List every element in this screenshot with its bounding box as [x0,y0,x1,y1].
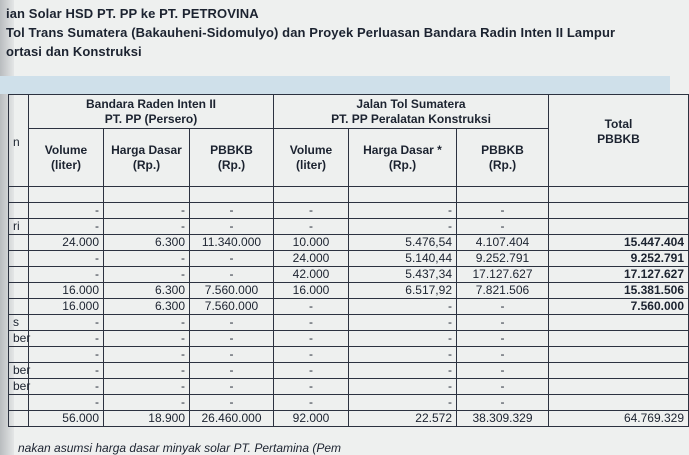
table-cell: - [457,203,549,219]
pbbkb-table [8,94,689,427]
table-cell: - [274,331,349,347]
document-title-line-3: ortasi dan Konstruksi [6,44,142,59]
table-cell: - [349,219,457,235]
table-cell: - [29,315,104,331]
table-cell: - [190,219,274,235]
table-cell: 42.000 [274,267,349,283]
table-row [9,187,689,203]
col-header-pbbkb-bandara: PBBKB (Rp.) [190,129,274,187]
total-cell: 92.000 [274,411,349,427]
table-cell: - [29,203,104,219]
table-cell: - [29,395,104,411]
table-cell [349,187,457,203]
table-cell [29,187,104,203]
group-header-total: Total PBBKB [549,95,689,187]
table-cell: - [457,331,549,347]
row-label [9,187,29,203]
table-cell [549,219,689,235]
table-cell: 15.447.404 [549,235,689,251]
totals-row [9,411,689,427]
table-cell: 17.127.627 [549,267,689,283]
col-header-volume-bandara: Volume (liter) [29,129,104,187]
table-row [9,363,689,379]
table-cell: - [104,363,190,379]
header-shading-bar [0,76,670,94]
table-cell: - [29,251,104,267]
table-row [9,267,689,283]
table-cell: - [190,395,274,411]
table-cell: - [190,267,274,283]
table-cell: 9.252.791 [549,251,689,267]
table-cell: 7.560.000 [190,283,274,299]
total-cell: 56.000 [29,411,104,427]
table-row [9,379,689,395]
table-cell: 16.000 [29,299,104,315]
table-cell: 17.127.627 [457,267,549,283]
total-cell: 18.900 [104,411,190,427]
table-row [9,219,689,235]
table-cell: - [457,395,549,411]
table-cell [190,187,274,203]
table-cell: 5.476,54 [349,235,457,251]
total-cell: 22.572 [349,411,457,427]
table-cell [549,315,689,331]
table-cell: 5.437,34 [349,267,457,283]
table-cell: - [190,203,274,219]
table-cell [549,347,689,363]
table-row [9,331,689,347]
table-row [9,299,689,315]
table-cell: - [190,379,274,395]
table-cell: - [274,219,349,235]
table-cell: - [104,347,190,363]
table-cell: - [190,347,274,363]
table-cell: - [457,219,549,235]
table-cell: - [274,203,349,219]
table-cell: - [457,347,549,363]
table-row [9,203,689,219]
table-cell [104,187,190,203]
table-cell: - [457,299,549,315]
table-cell [549,379,689,395]
row-label: ber [9,363,29,379]
table-cell: - [349,379,457,395]
table-cell: 6.300 [104,235,190,251]
table-cell: - [457,363,549,379]
table-cell: - [190,331,274,347]
table-cell: - [29,331,104,347]
table-cell: - [190,363,274,379]
table-cell: - [190,315,274,331]
col-header-volume-tol: Volume (liter) [274,129,349,187]
table-cell: - [104,219,190,235]
table-cell: - [274,299,349,315]
table-cell: 11.340.000 [190,235,274,251]
group-header-tol: Jalan Tol Sumatera PT. PP Peralatan Konstruksi [274,95,549,129]
table-cell: 16.000 [274,283,349,299]
table-cell: - [349,299,457,315]
row-label: ri [9,219,29,235]
table-row [9,347,689,363]
row-label [9,203,29,219]
table-cell [549,331,689,347]
table-cell: - [104,395,190,411]
row-label [9,267,29,283]
row-label [9,299,29,315]
table-cell: - [274,395,349,411]
table-cell: - [349,363,457,379]
table-row [9,283,689,299]
table-cell: 24.000 [274,251,349,267]
table-cell [549,395,689,411]
table-cell: - [274,347,349,363]
table-cell: 6.300 [104,283,190,299]
table-cell: - [457,379,549,395]
table-cell: 7.560.000 [549,299,689,315]
col-header-harga-tol: Harga Dasar * (Rp.) [349,129,457,187]
table-row [9,395,689,411]
table-cell: - [104,267,190,283]
table-cell [549,187,689,203]
table-row [9,251,689,267]
table-cell [549,203,689,219]
table-cell: - [274,363,349,379]
table-row [9,235,689,251]
table-cell: - [274,379,349,395]
table-cell: - [29,267,104,283]
table-cell: - [29,363,104,379]
table-cell: - [349,315,457,331]
table-cell: 24.000 [29,235,104,251]
table-cell: - [104,331,190,347]
table-cell: - [29,219,104,235]
table-cell: - [190,251,274,267]
total-cell: 64.769.329 [549,411,689,427]
table-cell: 15.381.506 [549,283,689,299]
table-cell: - [349,347,457,363]
row-label [9,347,29,363]
row-label [9,251,29,267]
table-cell: - [457,315,549,331]
table-cell: 16.000 [29,283,104,299]
table-cell: 7.821.506 [457,283,549,299]
totals-label [9,411,29,427]
table-cell: - [274,315,349,331]
table-cell: - [29,379,104,395]
row-label: ber [9,379,29,395]
table-cell: 7.560.000 [190,299,274,315]
table-cell: 5.140,44 [349,251,457,267]
row-label: s [9,315,29,331]
document-title-line-2: Tol Trans Sumatera (Bakauheni-Sidomulyo) dan Proyek Perluasan Bandara Radin Inten II Lampur [6,25,616,40]
table-cell [457,187,549,203]
table-cell: 6.300 [104,299,190,315]
table-cell: - [29,347,104,363]
table-cell: - [104,315,190,331]
table-cell [274,187,349,203]
row-label-header: n [9,95,29,187]
row-label [9,395,29,411]
table-cell: 10.000 [274,235,349,251]
total-cell: 38.309.329 [457,411,549,427]
footnote: nakan asumsi harga dasar minyak solar PT. Pertamina (Pem [18,441,342,455]
document-title-line-1: ian Solar HSD PT. PP ke PT. PETROVINA [6,6,259,21]
table-cell: - [104,251,190,267]
group-header-bandara: Bandara Raden Inten II PT. PP (Persero) [29,95,274,129]
row-label [9,283,29,299]
table-cell: 6.517,92 [349,283,457,299]
table-cell: - [104,203,190,219]
table-cell: - [104,379,190,395]
row-label [9,235,29,251]
table-cell: - [349,331,457,347]
table-cell [549,363,689,379]
col-header-pbbkb-tol: PBBKB (Rp.) [457,129,549,187]
table-cell: 9.252.791 [457,251,549,267]
table-cell: 4.107.404 [457,235,549,251]
total-cell: 26.460.000 [190,411,274,427]
row-label: ber [9,331,29,347]
table-cell: - [349,395,457,411]
table-row [9,315,689,331]
table-cell: - [349,203,457,219]
col-header-harga-bandara: Harga Dasar (Rp.) [104,129,190,187]
